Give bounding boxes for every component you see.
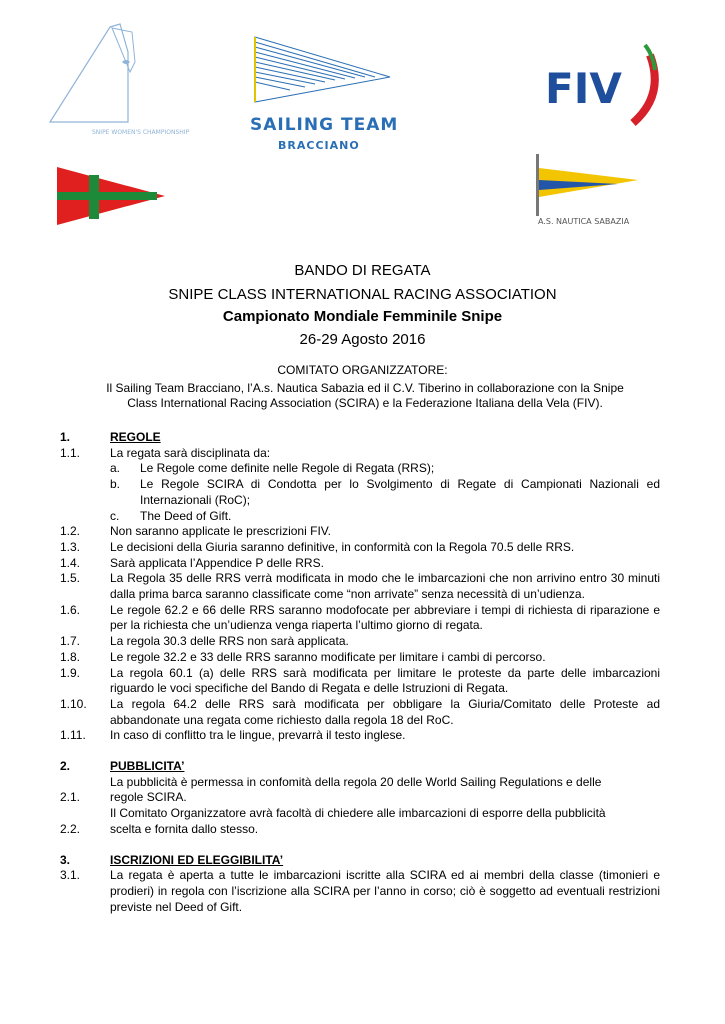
association-name: SNIPE CLASS INTERNATIONAL RACING ASSOCIATION xyxy=(168,286,557,303)
section-1: 1. REGOLE xyxy=(60,430,161,444)
rule-1-1-a: a. Le Regole come definite nelle Regole di Regata (RRS); xyxy=(110,461,435,476)
svg-text:FIV: FIV xyxy=(545,64,622,113)
rule-1-7: 1.7. La regola 30.3 delle RRS non sarà applicata. xyxy=(60,634,349,649)
rule-2-2: 2.2. Il Comitato Organizzatore avrà facoltà di chiedere alle imbarcazioni di esporre della pubblicità scelta e fornita dallo stesso. xyxy=(60,806,606,836)
snipe-logo xyxy=(40,22,190,152)
rule-1-5: 1.5. La Regola 35 delle RRS verrà modificata in modo che le imbarcazioni che non arrivino entro 30 minuti dalla prima barca saranno classificate come “non arrivate” senza necessità di un’udienza. xyxy=(60,571,660,602)
section-3: 3. ISCRIZIONI ED ELEGGIBILITA’ xyxy=(60,852,284,867)
rule-1-11: 1.11. In caso di conflitto tra le lingue, prevarrà il testo inglese. xyxy=(60,728,406,743)
rule-1-1-c: c. The Deed of Gift. xyxy=(110,508,232,523)
rule-1-8: 1.8. Le regole 32.2 e 33 delle RRS saranno modificate per limitare i cambi di percorso. xyxy=(60,649,546,664)
organizers: Il Sailing Team Bracciano, l’A.s. Nautica Sabazia ed il C.V. Tiberino in collaborazione con la Snipe Class International Racing Association (SCIRA) e la Federazione Italiana della Vela (FIV). xyxy=(106,381,624,410)
rule-1-3: 1.3. Le decisioni della Giuria saranno definitive, in conformità con la Regola 70.5 delle RRS. xyxy=(60,539,575,554)
rule-3-1: 3.1. La regata è aperta a tutte le imbarcazioni iscritte alla SCIRA ed ai membri della classe (timonieri e prodieri) in regola con l’iscrizione alla SCIRA per l’anno in corso; ciò è soggetto ad eventuali restrizioni previste nel Deed of Gift. xyxy=(60,868,660,914)
svg-text:SNIPE WOMEN'S CHAMPIONSHIP: SNIPE WOMEN'S CHAMPIONSHIP xyxy=(92,129,190,136)
document-title: BANDO DI REGATA xyxy=(294,262,431,279)
rule-1-10: 1.10. La regola 64.2 delle RRS sarà modificata per obbligare la Giuria/Comitato delle Proteste ad abbandonate una regata come richiesto dalla regola 18 del RoC. xyxy=(60,696,660,727)
rule-1-4: 1.4. Sarà applicata l’Appendice P delle RRS. xyxy=(60,555,324,570)
rule-1-6: 1.6. Le regole 62.2 e 66 delle RRS saranno modofocate per abbreviare i tempi di richiesta di riparazione e per la richiesta che un’udienza venga riaperta l’ultimo giorno di regata. xyxy=(60,602,660,633)
rule-1-1-b: b. Le Regole SCIRA di Condotta per lo Svolgimento di Regate di Campionati Nazionali ed Internazionali (RoC); xyxy=(110,477,660,507)
sabazia-logo xyxy=(528,152,648,230)
rule-1-9: 1.9. La regola 60.1 (a) delle RRS sarà modificata per limitare le proteste da parte delle imbarcazioni riguardo le voci specifiche del Bando di Regata e delle Istruzioni di Regata. xyxy=(60,665,660,696)
rule-1-2: 1.2. Non saranno applicate le prescrizioni FIV. xyxy=(60,524,332,539)
svg-text:A.S. NAUTICA SABAZIA: A.S. NAUTICA SABAZIA xyxy=(538,217,630,226)
svg-text:SAILING TEAM: SAILING TEAM xyxy=(250,115,399,135)
fiv-logo xyxy=(545,35,675,130)
sailing-team-logo xyxy=(250,32,400,157)
rule-1-1: 1.1. La regata sarà disciplinata da: xyxy=(60,445,271,460)
regulations-body xyxy=(60,430,660,915)
svg-text:BRACCIANO: BRACCIANO xyxy=(278,139,360,152)
committee-label: COMITATO ORGANIZZATORE: xyxy=(277,363,448,377)
rule-2-1: 2.1. La pubblicità è permessa in confomità della regola 20 delle World Sailing Regulations e delle regole SCIRA. xyxy=(60,774,602,805)
event-dates: 26-29 Agosto 2016 xyxy=(299,331,426,348)
section-2: 2. PUBBLICITA’ xyxy=(60,759,185,774)
club-flag xyxy=(57,167,167,225)
event-name: Campionato Mondiale Femminile Snipe xyxy=(222,308,503,325)
